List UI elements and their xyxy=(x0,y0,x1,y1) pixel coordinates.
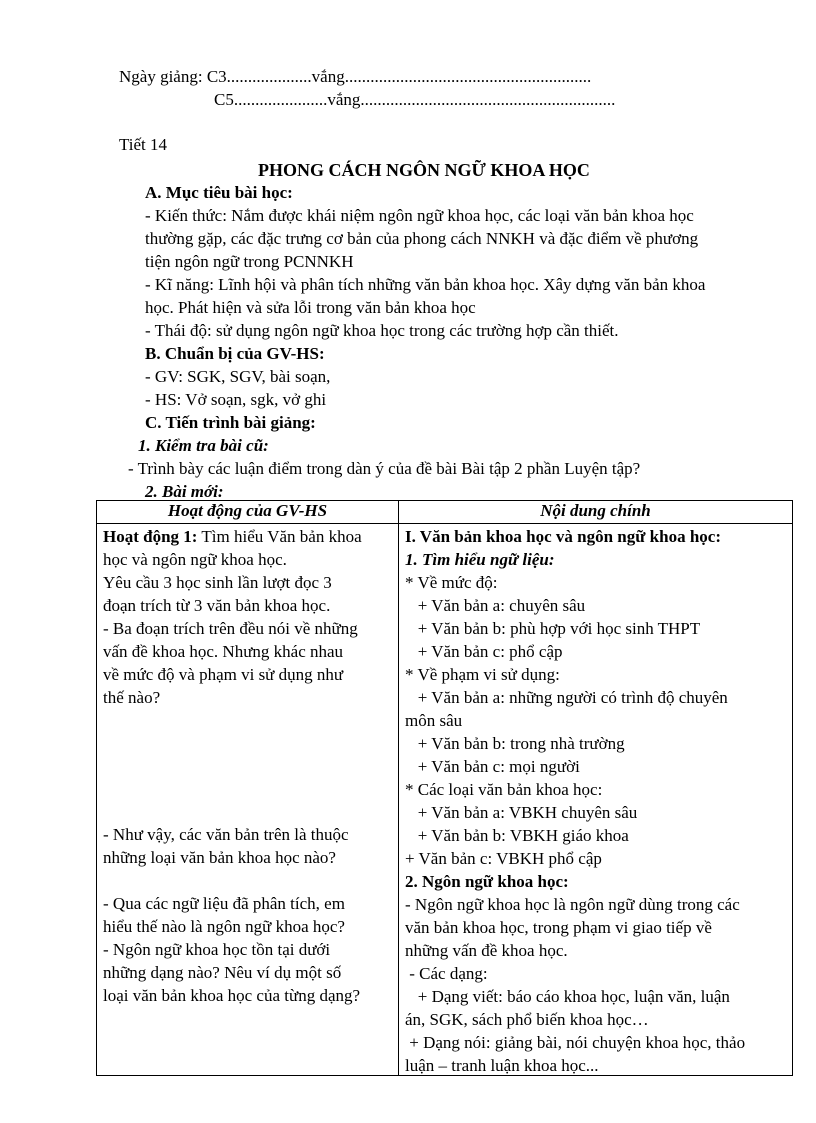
content-line: * Các loại văn bản khoa học: xyxy=(405,780,603,799)
date-line-2: C5......................vắng............................................................ xyxy=(214,90,616,109)
section-b-heading: B. Chuẩn bị của GV-HS: xyxy=(145,344,325,363)
content-line: + Văn bản c: phổ cập xyxy=(405,642,563,661)
content-line: + Văn bản a: VBKH chuyên sâu xyxy=(405,803,638,822)
activity-line: - Ba đoạn trích trên đều nói về những xyxy=(103,619,358,638)
activity-1-label: Hoạt động 1: xyxy=(103,527,198,546)
section-a-line: - Thái độ: sử dụng ngôn ngữ khoa học trong các trường hợp cần thiết. xyxy=(145,321,619,340)
content-line: những vấn đề khoa học. xyxy=(405,941,568,960)
content-line: án, SGK, sách phổ biến khoa học… xyxy=(405,1010,649,1029)
content-heading-2: 2. Ngôn ngữ khoa học: xyxy=(405,872,569,891)
activity-line: thế nào? xyxy=(103,688,161,707)
activity-line: - Qua các ngữ liệu đã phân tích, em xyxy=(103,894,345,913)
content-subheading-1: 1. Tìm hiểu ngữ liệu: xyxy=(405,550,555,569)
content-line: môn sâu xyxy=(405,711,463,730)
content-line: văn bản khoa học, trong phạm vi giao tiếp về xyxy=(405,918,712,937)
page-title: PHONG CÁCH NGÔN NGỮ KHOA HỌC xyxy=(258,160,590,180)
content-line: luận – tranh luận khoa học... xyxy=(405,1056,599,1075)
content-line: + Dạng nói: giảng bài, nói chuyện khoa học, thảo xyxy=(405,1033,746,1052)
old-lesson-question: - Trình bày các luận điểm trong dàn ý của đề bài Bài tập 2 phần Luyện tập? xyxy=(128,459,641,478)
activity-line: - Như vậy, các văn bản trên là thuộc xyxy=(103,825,349,844)
old-lesson-check-heading: 1. Kiểm tra bài cũ: xyxy=(138,436,269,455)
content-heading-1: I. Văn bản khoa học và ngôn ngữ khoa học: xyxy=(405,527,721,546)
content-line: + Văn bản a: những người có trình độ chuyên xyxy=(405,688,728,707)
activity-line: loại văn bản khoa học của từng dạng? xyxy=(103,986,361,1005)
section-a-heading: A. Mục tiêu bài học: xyxy=(145,183,293,202)
content-line: * Về phạm vi sử dụng: xyxy=(405,665,560,684)
content-line: - Ngôn ngữ khoa học là ngôn ngữ dùng trong các xyxy=(405,895,740,914)
activity-line: - Ngôn ngữ khoa học tồn tại dưới xyxy=(103,940,331,959)
section-b-line: - GV: SGK, SGV, bài soạn, xyxy=(145,367,331,386)
activity-1-text: Tìm hiểu Văn bản khoa xyxy=(197,527,362,546)
content-line: + Văn bản c: mọi người xyxy=(405,757,580,776)
activity-line: vấn đề khoa học. Nhưng khác nhau xyxy=(103,642,344,661)
activity-line: những loại văn bản khoa học nào? xyxy=(103,848,336,867)
activity-line: hiểu thế nào là ngôn ngữ khoa học? xyxy=(103,917,345,936)
content-line: + Văn bản c: VBKH phổ cập xyxy=(405,849,602,868)
section-a-line: học. Phát hiện và sửa lỗi trong văn bản khoa học xyxy=(145,298,476,317)
column-header-content: Nội dung chính xyxy=(399,501,793,524)
section-a-line: - Kiến thức: Nắm được khái niệm ngôn ngữ khoa học, các loại văn bản khoa học xyxy=(145,206,694,225)
section-a-line: - Kĩ năng: Lĩnh hội và phân tích những văn bản khoa học. Xây dựng văn bản khoa xyxy=(145,275,706,294)
content-line: + Văn bản b: phù hợp với học sinh THPT xyxy=(405,619,701,638)
lesson-table xyxy=(96,500,793,1076)
activity-line: Yêu cầu 3 học sinh lần lượt đọc 3 xyxy=(103,573,332,592)
content-line: * Về mức độ: xyxy=(405,573,498,592)
content-line: + Văn bản a: chuyên sâu xyxy=(405,596,586,615)
section-c-heading: C. Tiến trình bài giảng: xyxy=(145,413,316,432)
content-cell xyxy=(399,524,792,1075)
section-a-line: tiện ngôn ngữ trong PCNNKH xyxy=(145,252,354,271)
content-line: - Các dạng: xyxy=(405,964,488,983)
activity-cell xyxy=(97,524,398,1075)
content-line: + Dạng viết: báo cáo khoa học, luận văn, luận xyxy=(405,987,730,1006)
content-line: + Văn bản b: trong nhà trường xyxy=(405,734,625,753)
activity-line: về mức độ và phạm vi sử dụng như xyxy=(103,665,344,684)
activity-line: những dạng nào? Nêu ví dụ một số xyxy=(103,963,342,982)
content-line: + Văn bản b: VBKH giáo khoa xyxy=(405,826,629,845)
activity-1-line xyxy=(103,526,362,548)
column-header-activity: Hoạt động của GV-HS xyxy=(97,501,399,524)
date-line-1: Ngày giảng: C3....................vắng.......................................................... xyxy=(119,67,592,86)
section-a-line: thường gặp, các đặc trưng cơ bản của phong cách NNKH và đặc điểm về phương xyxy=(145,229,699,248)
new-lesson-heading: 2. Bài mới: xyxy=(145,482,224,501)
activity-line: đoạn trích từ 3 văn bản khoa học. xyxy=(103,596,331,615)
lesson-number: Tiết 14 xyxy=(119,135,168,154)
section-b-line: - HS: Vở soạn, sgk, vở ghi xyxy=(145,390,327,409)
activity-line: học và ngôn ngữ khoa học. xyxy=(103,550,287,569)
